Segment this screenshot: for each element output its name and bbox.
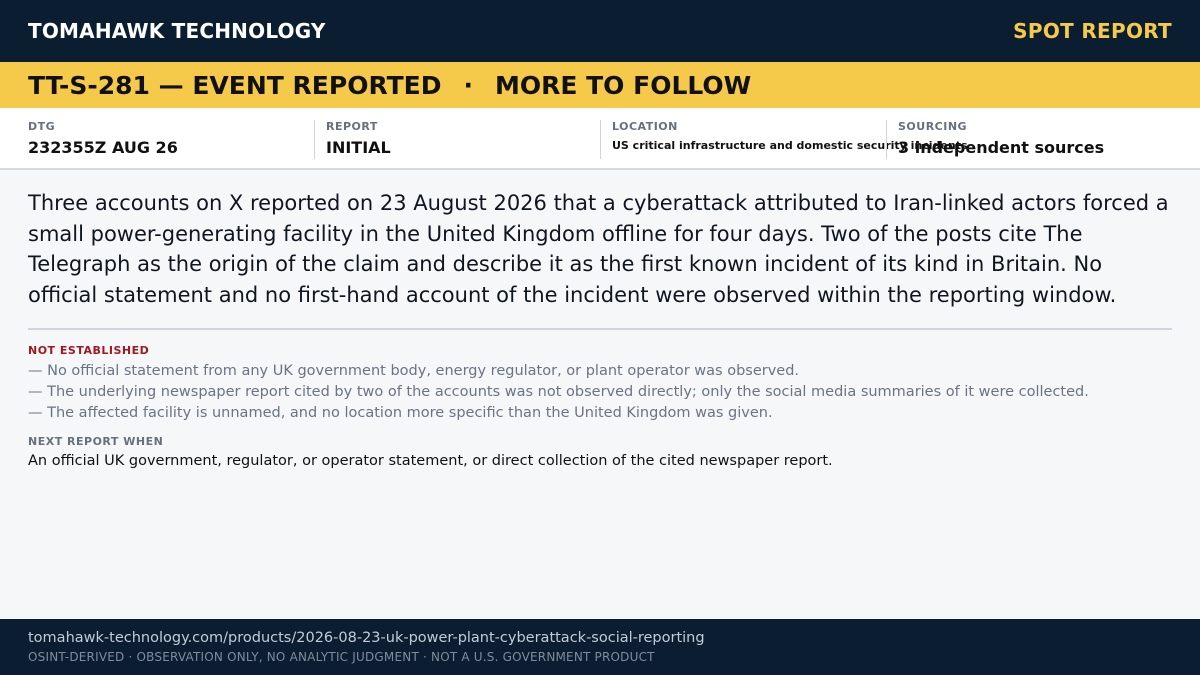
headline-separator: · xyxy=(463,70,473,100)
footer xyxy=(0,619,1200,675)
list-item: — The underlying newspaper report cited by two of the accounts was not observed directly; only the social media summaries of it were collected. xyxy=(28,384,1089,400)
meta-report-label: REPORT xyxy=(326,120,378,133)
meta-dtg-label: DTG xyxy=(28,120,56,133)
report-type: SPOT REPORT xyxy=(1013,19,1172,43)
report-body xyxy=(28,188,1172,469)
meta-dtg xyxy=(28,120,314,159)
brand-name: TOMAHAWK TECHNOLOGY xyxy=(28,19,326,43)
meta-sourcing-value: 3 independent sources xyxy=(898,138,1105,157)
meta-sourcing xyxy=(886,120,1172,159)
meta-report-value: INITIAL xyxy=(326,138,391,157)
not-established-label: NOT ESTABLISHED xyxy=(28,344,150,357)
summary-paragraph: Three accounts on X reported on 23 August 2026 that a cyberattack attributed to Iran-linked actors forced a small power-generating facility in the United Kingdom offline for four days. Two of the posts cite The Telegraph as the origin of the claim and describe it as the first known incident of its kind in Britain. No official statement and no first-hand account of the incident were observed within the reporting window. xyxy=(28,191,1169,307)
top-bar xyxy=(0,0,1200,62)
section-divider xyxy=(28,328,1172,330)
meta-location-label: LOCATION xyxy=(612,120,678,133)
headline-bar xyxy=(0,62,1200,108)
meta-report xyxy=(314,120,600,159)
list-item: — No official statement from any UK government body, energy regulator, or plant operator was observed. xyxy=(28,363,800,379)
meta-strip xyxy=(0,108,1200,170)
meta-location-value: US critical infrastructure and domestic security incidents xyxy=(612,139,968,152)
footer-disclaimer: OSINT-DERIVED · OBSERVATION ONLY, NO ANALYTIC JUDGMENT · NOT A U.S. GOVERNMENT PRODUCT xyxy=(28,650,655,664)
next-report-text: An official UK government, regulator, or operator statement, or direct collection of the cited newspaper report. xyxy=(28,453,833,469)
next-report-label: NEXT REPORT WHEN xyxy=(28,435,164,448)
footer-url-link[interactable]: tomahawk-technology.com/products/2026-08-23-uk-power-plant-cyberattack-social-reporting xyxy=(28,630,705,646)
list-item: — The affected facility is unnamed, and no location more specific than the United Kingdom was given. xyxy=(28,405,773,421)
headline xyxy=(28,71,751,100)
meta-dtg-value: 232355Z AUG 26 xyxy=(28,138,178,157)
meta-sourcing-label: SOURCING xyxy=(898,120,968,133)
headline-status: MORE TO FOLLOW xyxy=(494,70,752,100)
headline-event: TT-S-281 — EVENT REPORTED xyxy=(28,70,442,100)
not-established-list xyxy=(28,361,1172,424)
